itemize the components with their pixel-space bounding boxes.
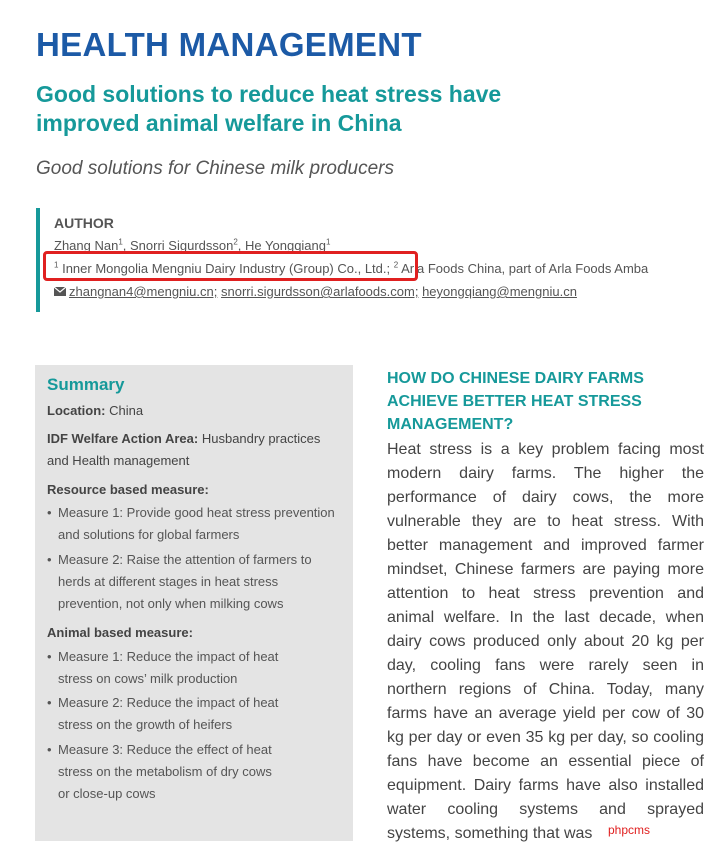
animal-item-text: Measure 1: Reduce the impact of heat stress on cows’ milk production	[58, 649, 279, 686]
affiliation-arla: Arla Foods China, part of Arla Foods Amba	[401, 261, 649, 276]
article-heading: HOW DO CHINESE DAIRY FARMS ACHIEVE BETTER HEAT STRESS MANAGEMENT?	[387, 370, 644, 433]
location-label: Location:	[47, 403, 106, 418]
author-emails	[54, 284, 577, 299]
resource-heading: Resource based measure:	[47, 482, 209, 497]
affiliation-sup: 2	[393, 260, 399, 270]
author-sup: 1	[326, 237, 331, 247]
author-name: Zhang Nan	[54, 238, 119, 253]
summary-title: Summary	[47, 375, 125, 394]
bullet-dot: •	[47, 505, 52, 520]
bullet-dot: •	[47, 649, 52, 664]
summary-box	[35, 365, 353, 841]
article-body: Heat stress is a key problem facing most modern dairy farms. The higher the performance of dairy cows, the more vulnerable they are to heat stress. With better management and improved farmer mindset, Chinese farmers are paying more attention to heat stress prevention and animal welfare. In the last decade, when dairy cows produced only about 20 kg per day, cooling fans were rarely seen in northern regions of China. Today, many farms have an average yield per cow of 30 kg per day or even 35 kg per day, so cooling fans have become an essential piece of equipment. Dairy farms have also installed water cooling systems and sprayed systems, something that was	[387, 441, 704, 842]
envelope-icon	[54, 287, 66, 296]
animal-heading: Animal based measure:	[47, 625, 193, 640]
email-link[interactable]: snorri.sigurdsson@arlafoods.com;	[220, 284, 419, 299]
highlight-box	[43, 251, 418, 281]
animal-item-text: Measure 3: Reduce the effect of heat stress on the metabolism of dry cows or close-up cows	[58, 742, 272, 801]
bullet-dot: •	[47, 695, 52, 710]
watermark: phpcms	[608, 823, 651, 837]
author-name: He Yongqiang	[245, 238, 327, 253]
author-label: AUTHOR	[54, 215, 114, 231]
section-title: HEALTH MANAGEMENT	[36, 26, 422, 63]
location-value: China	[109, 403, 144, 418]
email-link[interactable]: zhangnan4@mengniu.cn;	[69, 284, 218, 299]
resource-item-text: Measure 2: Raise the attention of farmers to herds at different stages in heat stress prevention, not only when milking cows	[58, 552, 312, 611]
lede: Good solutions for Chinese milk producers	[36, 158, 395, 179]
bullet-dot: •	[47, 552, 52, 567]
affiliation-sup: 1	[54, 260, 59, 270]
animal-item-text: Measure 2: Reduce the impact of heat stress on the growth of heifers	[58, 695, 279, 732]
bullet-dot: •	[47, 742, 52, 757]
affiliation-mengniu: Inner Mongolia Mengniu Dairy Industry (Group) Co., Ltd.;	[62, 261, 391, 276]
email-link[interactable]: heyongqiang@mengniu.cn	[422, 284, 577, 299]
idf-value: Husbandry practices and Health management	[47, 431, 321, 468]
idf-label: IDF Welfare Action Area:	[47, 431, 199, 446]
author-name: Snorri Sigurdsson	[130, 238, 234, 253]
summary-location	[47, 400, 343, 422]
resource-item-text: Measure 1: Provide good heat stress prevention and solutions for global farmers	[58, 505, 335, 542]
author-names: Zhang Nan$^1$, Snorri Sigurdsson$^2$, He Yongqiang$^1$	[54, 237, 331, 253]
author-sup: 2	[233, 237, 238, 247]
author-sup: 1	[118, 237, 123, 247]
article-title: Good solutions to reduce heat stress have improved animal welfare in China	[36, 81, 502, 136]
summary-idf	[47, 428, 343, 472]
